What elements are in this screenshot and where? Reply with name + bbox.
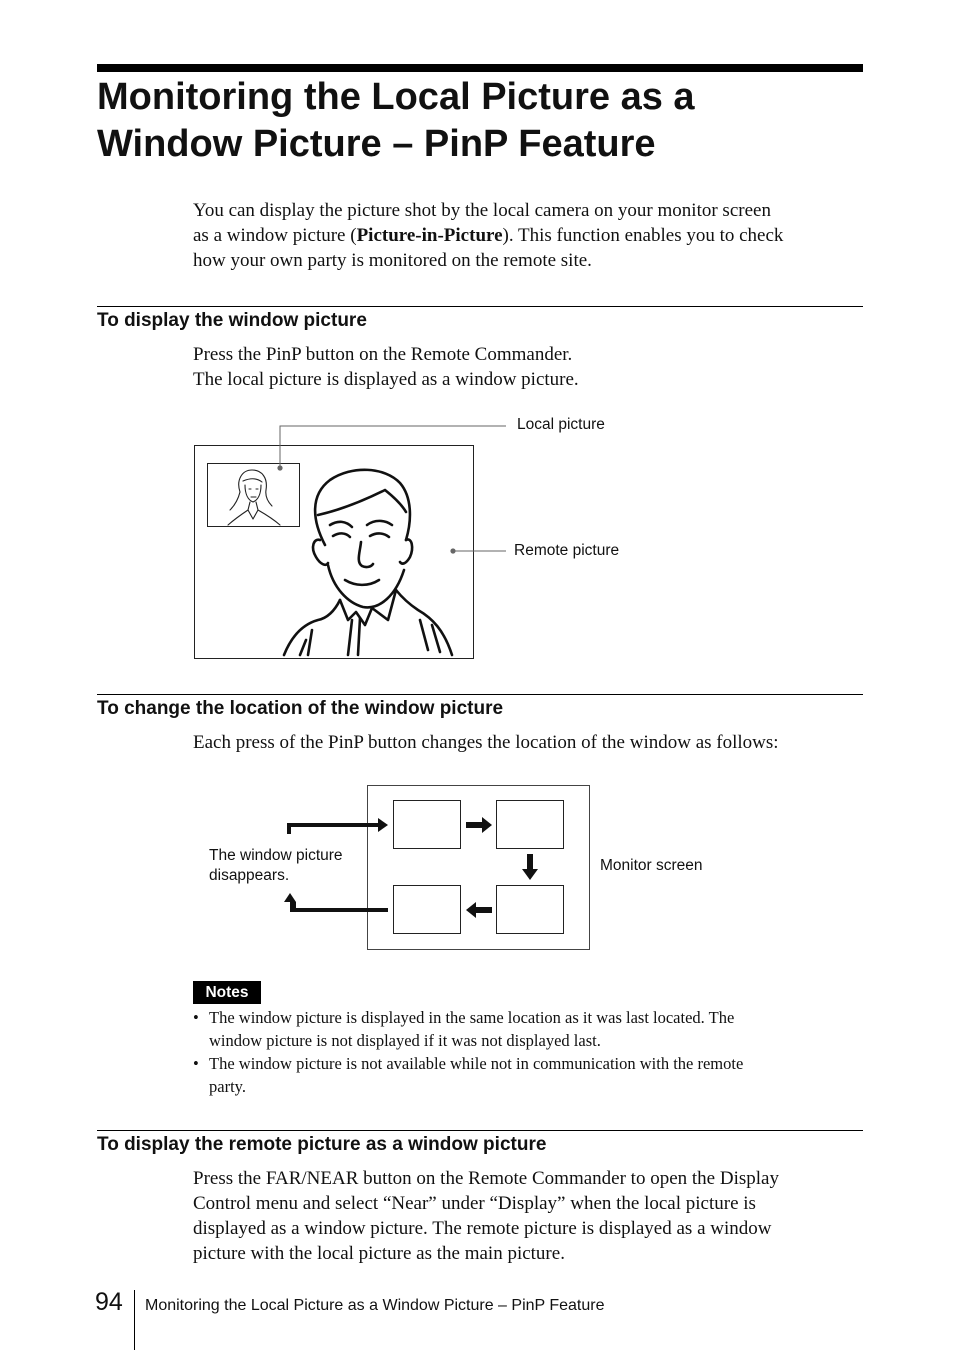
footer-divider — [134, 1290, 135, 1350]
position-top-right — [497, 801, 564, 849]
note-2-line-2: party. — [209, 1076, 246, 1096]
intro-line-2-pre: as a window picture ( — [193, 225, 357, 246]
callout-remote-picture: Remote picture — [514, 542, 620, 559]
intro-term-pip: Picture-in-Picture — [356, 225, 503, 246]
section-heading-location: To change the location of the window picture — [97, 698, 504, 719]
notes-badge: Notes — [193, 981, 261, 1004]
section-remote-line-2: Control menu and select “Near” under “Display” when the local picture is — [193, 1193, 756, 1214]
section-display-line-1: Press the PinP button on the Remote Commander. — [193, 344, 573, 365]
intro-line-1: You can display the picture shot by the local camera on your monitor screen — [193, 200, 771, 221]
page-title — [97, 74, 867, 168]
section-rule-remote — [97, 1130, 863, 1131]
running-title: Monitoring the Local Picture as a Window Picture – PinP Feature — [145, 1297, 605, 1314]
note-1-line-2: window picture is not displayed if it was not displayed last. — [209, 1030, 601, 1050]
pinp-display-illustration — [190, 415, 650, 665]
note-1-line-1: The window picture is displayed in the same location as it was last located. The — [209, 1008, 735, 1027]
section-remote-line-3: displayed as a window picture. The remote picture is displayed as a window — [193, 1218, 772, 1239]
note-item — [193, 1053, 853, 1098]
label-window-disappears-line-1: The window picture — [209, 847, 343, 864]
note-bullet: • — [193, 1054, 199, 1073]
page-title-line-1: Monitoring the Local Picture as a — [97, 76, 695, 118]
section-heading-remote: To display the remote picture as a window picture — [97, 1134, 547, 1155]
section-remote-line-1: Press the FAR/NEAR button on the Remote Commander to open the Display — [193, 1168, 779, 1189]
section-rule-location — [97, 694, 863, 695]
note-2-line-1: The window picture is not available while not in communication with the remote — [209, 1054, 744, 1073]
label-monitor-screen: Monitor screen — [600, 857, 703, 874]
leader-remote-dot — [450, 548, 455, 553]
section-location-line-1: Each press of the PinP button changes the location of the window as follows: — [193, 732, 779, 753]
position-bottom-right — [497, 886, 564, 934]
position-bottom-left — [394, 886, 461, 934]
section-rule-display — [97, 306, 863, 307]
section-remote-text — [193, 1166, 873, 1266]
section-display-text — [193, 342, 873, 392]
intro-paragraph — [193, 198, 873, 273]
section-heading-display: To display the window picture — [97, 310, 367, 331]
intro-line-2-post: ). This function enables you to check — [502, 225, 784, 246]
leader-local-dot — [277, 465, 282, 470]
page-title-line-2: Window Picture – PinP Feature — [97, 123, 656, 165]
label-window-disappears — [209, 846, 343, 886]
section-remote-line-4: picture with the local picture as the main picture. — [193, 1243, 565, 1264]
label-window-disappears-line-2: disappears. — [209, 867, 290, 884]
callout-local-picture: Local picture — [517, 416, 605, 433]
note-bullet: • — [193, 1008, 199, 1027]
page-number: 94 — [95, 1288, 123, 1316]
intro-line-3: how your own party is monitored on the remote site. — [193, 250, 592, 271]
position-top-left — [394, 801, 461, 849]
notes-list — [193, 1007, 853, 1099]
section-display-line-2: The local picture is displayed as a window picture. — [193, 369, 579, 390]
intro-line-2 — [193, 223, 873, 248]
title-rule — [97, 64, 863, 72]
section-location-text — [193, 730, 873, 755]
note-item — [193, 1007, 853, 1052]
